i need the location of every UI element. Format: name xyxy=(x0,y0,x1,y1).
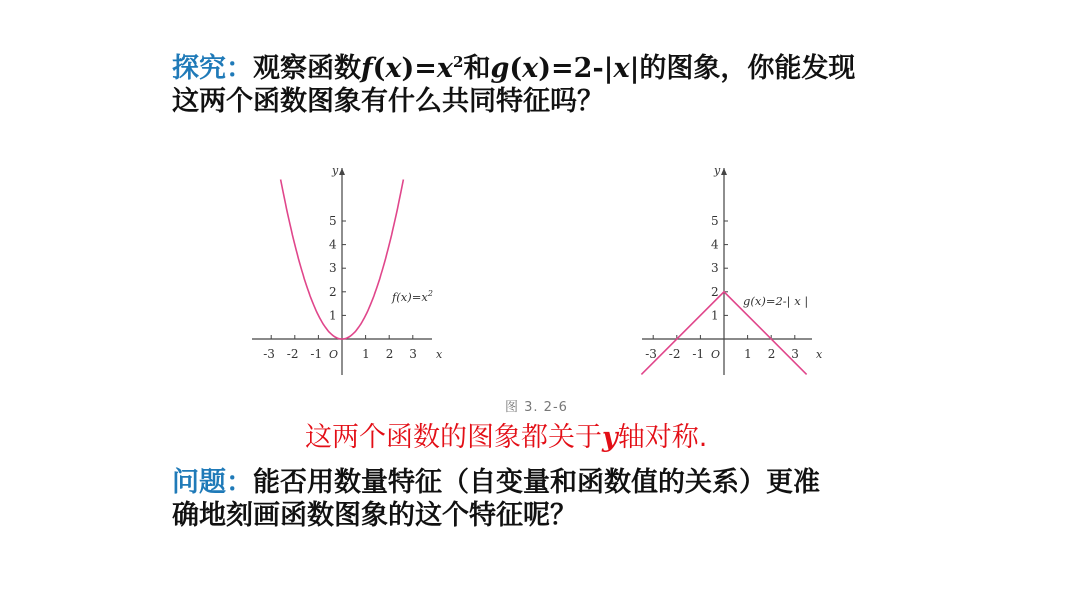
figure-caption: 图 3. 2-6 xyxy=(505,400,568,415)
x-axis-label: x xyxy=(816,348,823,361)
y-axis-arrow xyxy=(721,168,727,175)
x-tick-label: 2 xyxy=(385,347,394,361)
conclusion-text: 这两个函数的图象都关于y轴对称. xyxy=(305,422,708,453)
graph-g-absolute xyxy=(641,164,823,375)
x-tick-label: -1 xyxy=(310,347,323,361)
origin-label: O xyxy=(329,348,339,361)
y-axis-label: y xyxy=(714,164,721,177)
x-tick-label: 1 xyxy=(744,347,752,361)
x-tick-label: -1 xyxy=(692,347,705,361)
curve-label-g: g(x)=2-| x | xyxy=(743,294,809,308)
y-tick-label: 5 xyxy=(711,214,719,228)
question-label: 问题： xyxy=(172,467,253,498)
y-axis-label: y xyxy=(332,164,339,177)
explore-line-1: 探究：观察函数$f(x)=x^2$和g(x)=2-|x|的图象，你能发现 xyxy=(172,53,856,84)
question-line-1: 问题：能否用数量特征（自变量和函数值的关系）更准 xyxy=(172,467,820,498)
x-tick-label: 3 xyxy=(409,347,417,361)
y-tick-label: 1 xyxy=(329,308,337,323)
x-tick-label: 3 xyxy=(791,347,799,361)
y-tick-label: 2 xyxy=(329,284,337,299)
explore-label: 探究： xyxy=(172,53,253,84)
graph-f-parabola xyxy=(252,164,443,375)
x-tick-label: -3 xyxy=(645,347,657,361)
x-tick-label: -2 xyxy=(286,347,299,361)
question-paragraph xyxy=(172,466,820,532)
y-tick-label: 3 xyxy=(329,261,337,276)
explore-line-2: 这两个函数图象有什么共同特征吗？ xyxy=(172,86,604,117)
x-tick-label: -3 xyxy=(263,347,275,361)
y-tick-label: 2 xyxy=(711,284,719,299)
x-tick-label: -2 xyxy=(668,347,681,361)
x-tick-label: 2 xyxy=(767,347,776,361)
y-tick-label: 1 xyxy=(711,308,719,323)
y-tick-label: 3 xyxy=(711,261,719,276)
y-tick-label: 4 xyxy=(329,237,337,252)
x-tick-label: 1 xyxy=(362,347,370,361)
curve-label-f: $f(x)=x^2$ xyxy=(392,289,433,304)
y-tick-label: 4 xyxy=(711,237,719,252)
question-line-2: 确地刻画函数图象的这个特征呢？ xyxy=(172,500,577,531)
x-axis-label: x xyxy=(436,348,443,361)
y-tick-label: 5 xyxy=(329,214,337,228)
y-axis-arrow xyxy=(339,168,345,175)
origin-label: O xyxy=(711,348,721,361)
